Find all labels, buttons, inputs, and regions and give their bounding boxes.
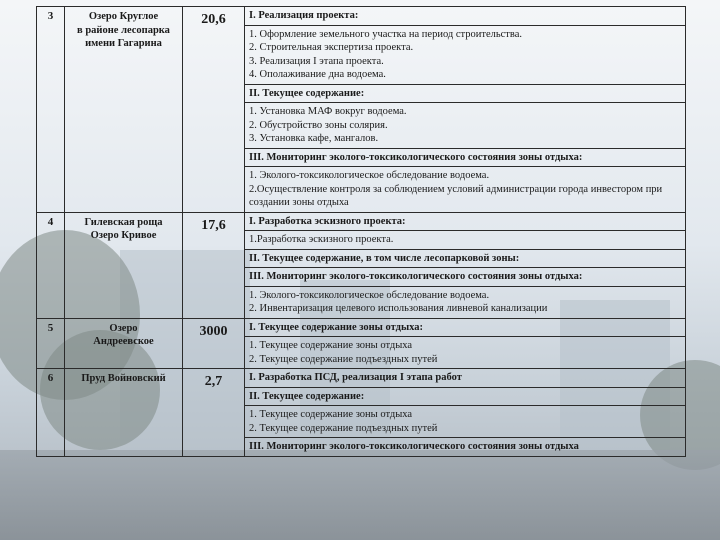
- object-name: [65, 369, 183, 457]
- section-heading: II. Текущее содержание:: [245, 387, 686, 406]
- object-name-line: Озеро Кривое: [90, 230, 157, 241]
- object-name-line: в районе лесопарка: [77, 24, 170, 36]
- section-item: 1. Текущее содержание зоны отдыха: [249, 409, 413, 420]
- section-item: 2. Текущее содержание подъездных путей: [249, 353, 438, 365]
- object-area: 17,6: [183, 212, 245, 318]
- section-item: 2. Текущее содержание подъездных путей: [249, 422, 438, 434]
- section-item: 2. Обустройство зоны солярия.: [249, 119, 388, 131]
- section-item: 2. Строительная экспертиза проекта.: [249, 42, 414, 53]
- section-item: 1. Установка МАФ вокруг водоема.: [249, 106, 407, 117]
- section-items: [245, 406, 686, 438]
- row-number: 5: [37, 318, 65, 369]
- section-head-row: [37, 7, 686, 26]
- projects-table: [36, 6, 686, 457]
- object-name-line: имени Гагарина: [85, 38, 162, 49]
- section-heading: I. Текущее содержание зоны отдыха:: [245, 318, 686, 337]
- section-head-row: [37, 318, 686, 337]
- section-heading: I. Разработка ПСД, реализация I этапа работ: [245, 369, 686, 388]
- section-items: [245, 25, 686, 84]
- section-item: 1.Разработка эскизного проекта.: [249, 234, 394, 245]
- section-item: 3. Реализация I этапа проекта.: [249, 55, 384, 67]
- section-item: 1. Эколого-токсикологическое обследование водоема.: [249, 170, 490, 181]
- object-name: [65, 318, 183, 369]
- section-item: 1. Оформление земельного участка на период строительства.: [249, 28, 522, 40]
- section-heading: III. Мониторинг эколого-токсикологического состояния зоны отдыха:: [245, 268, 686, 287]
- section-items: [245, 286, 686, 318]
- section-heading: II. Текущее содержание:: [245, 84, 686, 103]
- object-name-line: Озеро Круглое: [88, 11, 159, 22]
- section-heading: III. Мониторинг эколого-токсикологического состояния зоны отдыха:: [245, 148, 686, 167]
- object-name-line: Гилевская роща: [84, 216, 163, 228]
- row-number: 4: [37, 212, 65, 318]
- section-heading: I. Разработка эскизного проекта:: [245, 212, 686, 231]
- section-item: 4. Ополаживание дна водоема.: [249, 69, 386, 80]
- section-heading: III. Мониторинг эколого-токсикологического состояния зоны отдыха: [245, 438, 686, 457]
- section-items: [245, 167, 686, 213]
- object-name: [65, 7, 183, 213]
- object-name-line: Озеро: [109, 322, 138, 334]
- row-number: 3: [37, 7, 65, 213]
- section-items: [245, 103, 686, 149]
- section-items: [245, 231, 686, 250]
- section-heading: II. Текущее содержание, в том числе лесопарковой зоны:: [245, 249, 686, 268]
- section-item: 2.Осуществление контроля за соблюдением условий администрации города инвестором при создании зоны отдыха: [249, 183, 663, 208]
- section-item: 2. Инвентаризация целевого использования ливневой канализации: [249, 303, 548, 314]
- object-area: 20,6: [183, 7, 245, 213]
- object-name-line: Пруд Войновский: [81, 373, 166, 384]
- section-head-row: [37, 369, 686, 388]
- section-item: 3. Установка кафе, мангалов.: [249, 133, 379, 144]
- section-head-row: [37, 212, 686, 231]
- row-number: 6: [37, 369, 65, 457]
- object-area: 2,7: [183, 369, 245, 457]
- section-item: 1. Текущее содержание зоны отдыха: [249, 340, 413, 351]
- section-item: 1. Эколого-токсикологическое обследование водоема.: [249, 289, 490, 301]
- section-heading: I. Реализация проекта:: [245, 7, 686, 26]
- object-name-line: Андреевское: [93, 336, 154, 347]
- section-items: [245, 337, 686, 369]
- object-name: [65, 212, 183, 318]
- object-area: 3000: [183, 318, 245, 369]
